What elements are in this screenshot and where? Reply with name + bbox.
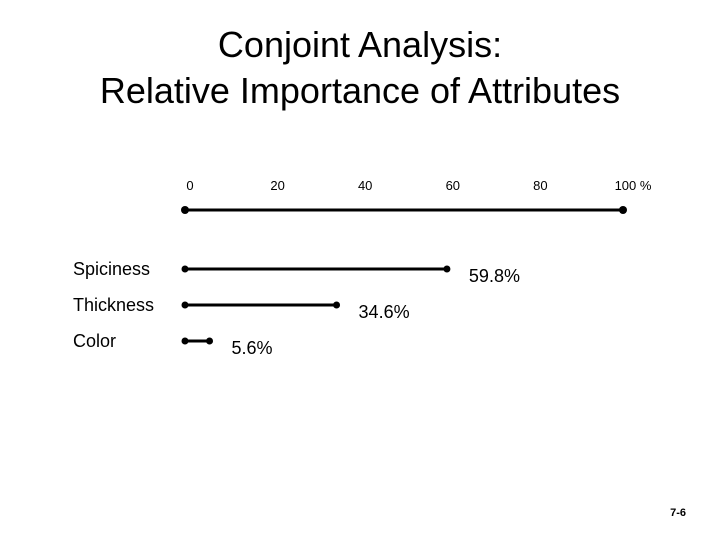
category-label: Spiciness (73, 259, 151, 279)
scale-tick-label: 100 % (614, 178, 652, 193)
scale-tick-label: 0 (186, 178, 194, 193)
scale-tick-label: 40 (357, 178, 373, 193)
value-label: 5.6% (231, 338, 273, 358)
bar-start-dot (182, 266, 189, 273)
bar-end-dot (333, 302, 340, 309)
category-label: Thickness (73, 295, 155, 315)
title-line-2: Relative Importance of Attributes (99, 70, 621, 111)
value-label: 34.6% (358, 302, 410, 322)
scale-tick-label: 20 (270, 178, 285, 193)
category-label: Color (73, 331, 117, 351)
value-label: 59.8% (468, 266, 520, 286)
bar-start-dot (182, 338, 189, 345)
page-number: 7-6 (670, 507, 686, 519)
bar-end-dot (443, 266, 450, 273)
scale-tick-label: 60 (445, 178, 461, 193)
scale-start-dot (181, 206, 189, 214)
scale-tick-label: 80 (533, 178, 548, 193)
scale-end-dot (619, 206, 627, 214)
bar-end-dot (206, 338, 213, 345)
bar-start-dot (182, 302, 189, 309)
title-line-1: Conjoint Analysis: (217, 24, 503, 65)
